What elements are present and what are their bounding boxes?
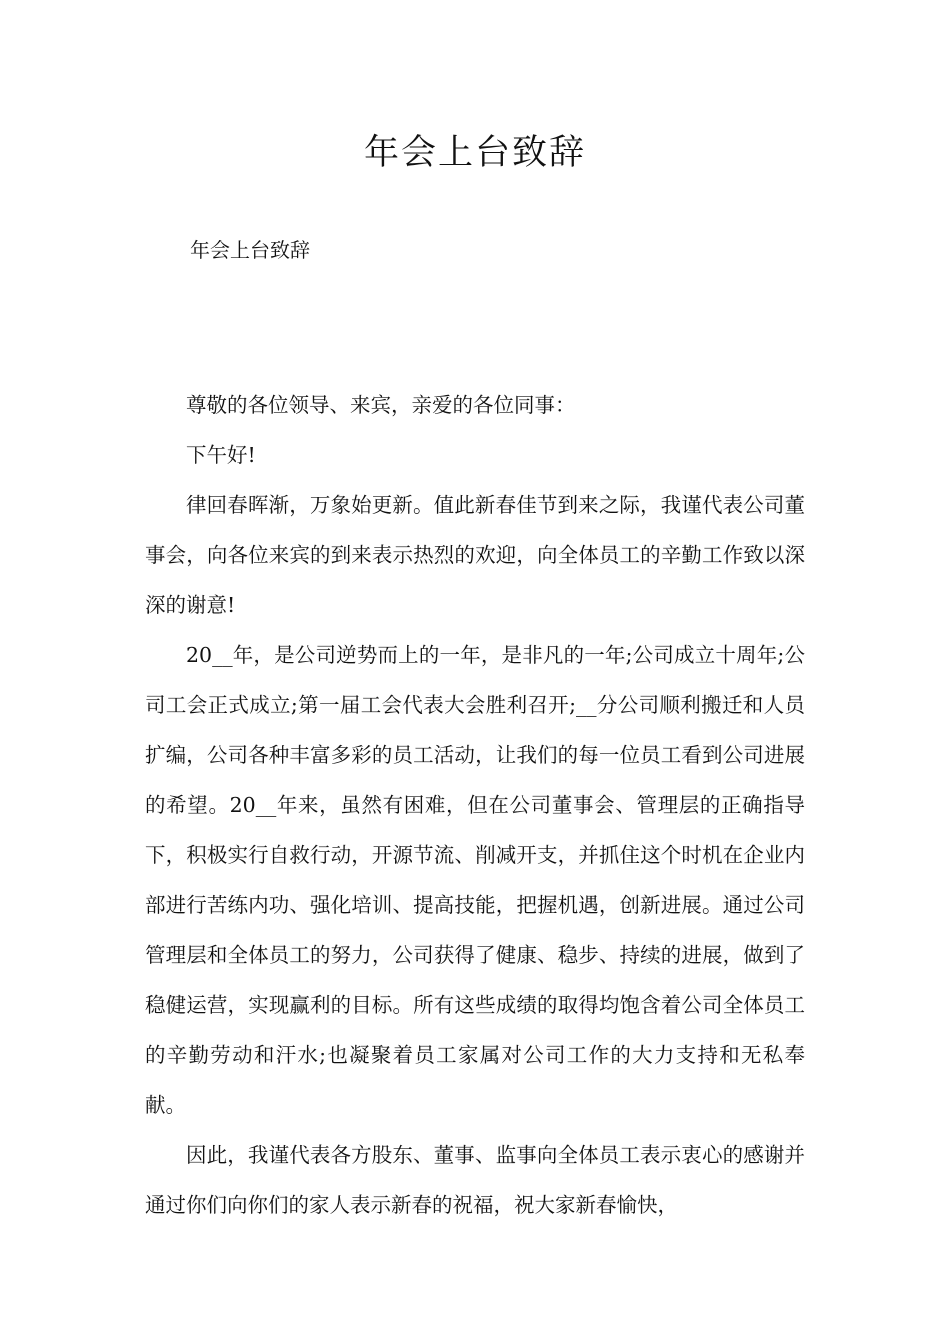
paragraph-review: 20__年，是公司逆势而上的一年，是非凡的一年;公司成立十周年;公司工会正式成立;第一届工会代表大会胜利召开;__分公司顺利搬迁和人员扩编，公司各种丰富多彩的员工活动，让我们的每一位员工看到公司进展的希望。20__年来，虽然有困难，但在公司董事会、管理层的正确指导下，积极实行自救行动，开源节流、削减开支，并抓住这个时机在企业内部进行苦练内功、强化培训、提高技能，把握机遇，创新进展。通过公司管理层和全体员工的努力，公司获得了健康、稳步、持续的进展，做到了稳健运营，实现赢利的目标。所有这些成绩的取得均饱含着公司全体员工的辛勤劳动和汗水;也凝聚着员工家属对公司工作的大力支持和无私奉献。	[145, 643, 805, 1117]
paragraph-salutation: 尊敬的各位领导、来宾，亲爱的各位同事：	[186, 393, 576, 417]
document-body	[145, 380, 805, 1230]
document-title: 年会上台致辞	[363, 133, 586, 173]
paragraph-welcome: 律回春晖渐，万象始更新。值此新春佳节到来之际，我谨代表公司董事会，向各位来宾的到来表示热烈的欢迎，向全体员工的辛勤工作致以深深的谢意!	[145, 493, 805, 617]
paragraph-greeting: 下午好!	[186, 443, 256, 467]
document-subtitle: 年会上台致辞	[190, 238, 310, 262]
paragraph-thanks: 因此，我谨代表各方股东、董事、监事向全体员工表示衷心的感谢并通过你们向你们的家人表示新春的祝福，祝大家新春愉快，	[145, 1143, 805, 1217]
